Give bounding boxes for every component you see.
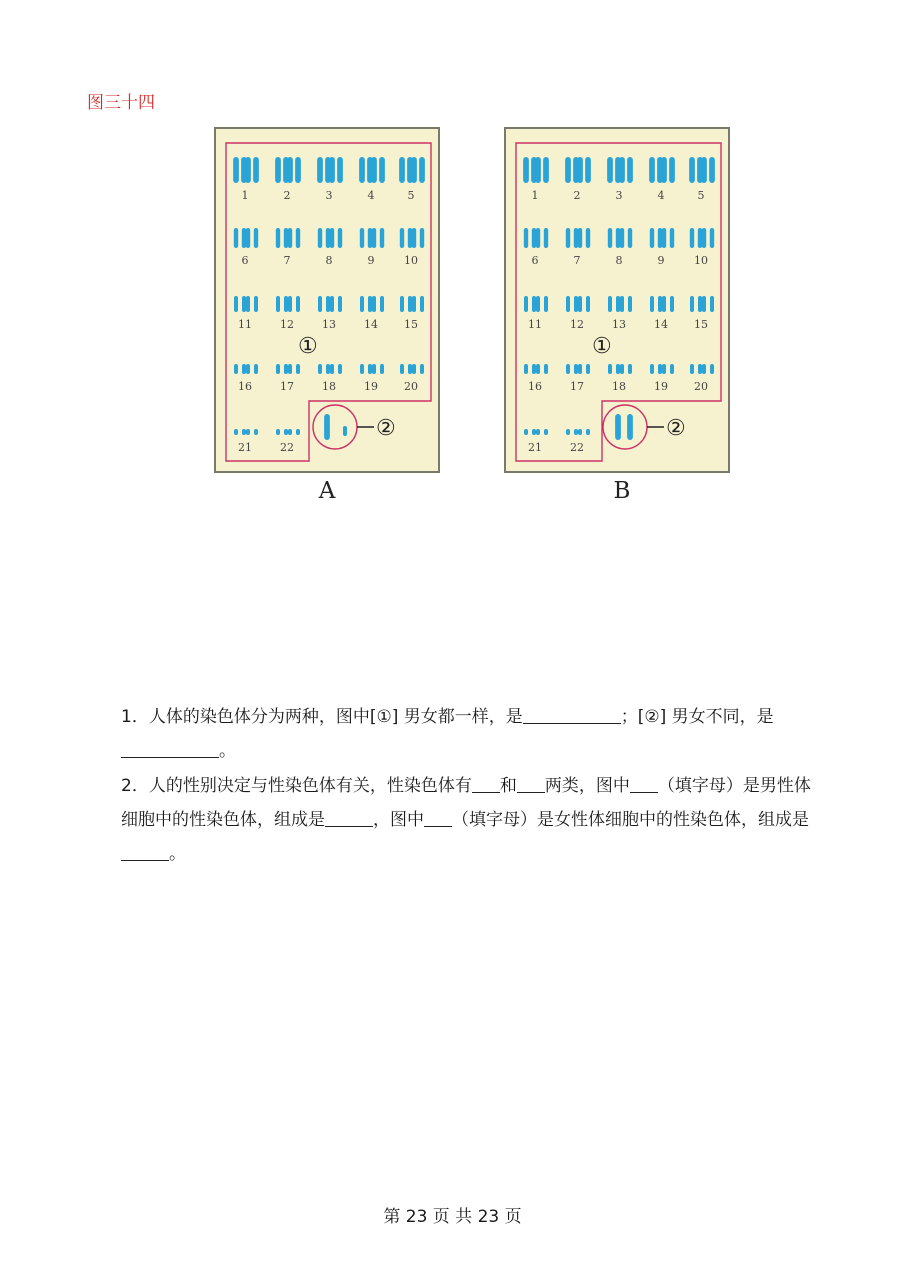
chromosome-number: 17 [570,380,584,393]
chromosome-number: 1 [241,189,249,202]
chromosome [242,429,246,435]
chromosome [368,228,372,248]
chromosome-number: 2 [573,189,581,202]
chromosome [710,296,714,312]
chromosome [566,364,570,374]
q1-text-c: 。 [219,741,236,761]
chromosome [709,157,715,183]
chromosome [246,429,250,435]
chromosome [661,157,667,183]
q2-blank-1[interactable] [472,774,500,793]
chromosome [326,364,330,374]
chromosome [620,296,624,312]
chromosome [523,157,529,183]
chromosome-number: 15 [404,318,418,331]
chromosome [574,429,578,435]
chromosome [324,414,330,440]
chromosome-number: 4 [657,189,665,202]
chromosome-number: 10 [404,254,418,267]
q2-text-3: 两类，图中 [544,776,630,796]
chromosome [702,296,706,312]
chromosome [690,228,694,248]
chromosome [532,364,536,374]
chromosome [532,228,536,248]
chromosome [608,228,612,248]
chromosome-number: 21 [528,441,542,454]
chromosome [574,296,578,312]
chromosome [535,157,541,183]
chromosome [420,296,424,312]
chromosome [616,296,620,312]
chromosome-number: 12 [570,318,584,331]
chromosome [628,364,632,374]
chromosome [628,296,632,312]
chromosome-number: 19 [364,380,378,393]
chromosome-number: 7 [573,254,581,267]
q2-blank-4[interactable] [325,808,373,827]
chromosome [368,296,372,312]
chromosome [662,364,666,374]
chromosome [607,157,613,183]
chromosome [608,364,612,374]
chromosome [616,228,620,248]
chromosome [690,296,694,312]
chromosome [670,296,674,312]
chromosome [524,228,528,248]
chromosome [276,228,280,248]
chromosome [276,296,280,312]
chromosome-number: 16 [238,380,252,393]
chromosome [619,157,625,183]
chromosome [275,157,281,183]
karyotype-a-diagram [216,129,438,471]
chromosome [670,228,674,248]
chromosome [532,429,536,435]
chromosome [420,364,424,374]
figure-label: 图三十四 [87,93,155,113]
chromosome-number: 11 [528,318,542,331]
chromosome [702,364,706,374]
chromosome [408,296,412,312]
chromosome [288,364,292,374]
chromosome [372,296,376,312]
chromosome [524,296,528,312]
chromosome [574,228,578,248]
chromosome [318,296,322,312]
sex-chromosome-circle [313,405,357,449]
chromosome-number: 5 [407,189,415,202]
chromosome [616,364,620,374]
chromosome-number: 18 [612,380,626,393]
chromosome [330,364,334,374]
chromosome [669,157,675,183]
chromosome-number: 9 [367,254,375,267]
chromosome [296,228,300,248]
q2-blank-6[interactable] [121,842,169,861]
chromosome [284,429,288,435]
chromosome [371,157,377,183]
chromosome [543,157,549,183]
chromosome [658,364,662,374]
chromosome-number: 16 [528,380,542,393]
chromosome [411,157,417,183]
chromosome [650,296,654,312]
region-1-label: ① [298,334,318,359]
chromosome [586,364,590,374]
chromosome-number: 21 [238,441,252,454]
chromosome [254,296,258,312]
chromosome [372,364,376,374]
chromosome [234,228,238,248]
q2-text-7: 。 [169,844,186,864]
chromosome [532,296,536,312]
chromosome-number: 14 [654,318,668,331]
chromosome [408,228,412,248]
chromosome [343,426,347,436]
chromosome-number: 15 [694,318,708,331]
chromosome-number: 4 [367,189,375,202]
q2-text-6: （填字母）是女性体细胞中的性染色体，组成是 [452,810,809,830]
page-footer: 第 23 页 共 23 页 [383,1207,522,1227]
chromosome-number: 8 [325,254,333,267]
chromosome [234,429,238,435]
chromosome [566,429,570,435]
chromosome [536,364,540,374]
chromosome [690,364,694,374]
chromosome [296,364,300,374]
caption-b: B [613,478,631,504]
chromosome [627,157,633,183]
q2-blank-5[interactable] [424,808,452,827]
chromosome-number: 9 [657,254,665,267]
chromosome-set [523,157,715,454]
chromosome [295,157,301,183]
chromosome [337,157,343,183]
chromosome-number: 2 [283,189,291,202]
chromosome [408,364,412,374]
chromosome [620,228,624,248]
caption-a: A [318,478,336,504]
chromosome [586,296,590,312]
chromosome [330,228,334,248]
chromosome [254,364,258,374]
q2-blank-3[interactable] [630,774,658,793]
chromosome [276,364,280,374]
chromosome [662,296,666,312]
q1-blank-2[interactable] [121,739,219,758]
chromosome [246,296,250,312]
chromosome [566,296,570,312]
chromosome [578,296,582,312]
chromosome [253,157,259,183]
chromosome [380,296,384,312]
sex-chromosome-circle [603,405,647,449]
q1-blank-1[interactable] [523,705,621,724]
region-2-label: ② [666,416,686,441]
chromosome [577,157,583,183]
chromosome [380,228,384,248]
chromosome [701,157,707,183]
region-2-label: ② [376,416,396,441]
chromosome [360,296,364,312]
chromosome [254,429,258,435]
chromosome [242,364,246,374]
chromosome-number: 14 [364,318,378,331]
chromosome-number: 7 [283,254,291,267]
chromosome [284,364,288,374]
q2-blank-2[interactable] [517,774,545,793]
chromosome-number: 20 [404,380,418,393]
q2-text-5: ，图中 [373,810,424,830]
chromosome [360,364,364,374]
chromosome [368,364,372,374]
chromosome [710,228,714,248]
chromosome [246,364,250,374]
chromosome [536,429,540,435]
chromosome [524,429,528,435]
chromosome [296,429,300,435]
chromosome-number: 8 [615,254,623,267]
chromosome [628,228,632,248]
chromosome [288,228,292,248]
chromosome [615,414,621,440]
chromosome [650,228,654,248]
chromosome [399,157,405,183]
chromosome [254,228,258,248]
chromosome-number: 11 [238,318,252,331]
chromosome [698,296,702,312]
karyotype-a [214,127,440,473]
chromosome-number: 6 [241,254,249,267]
question-2 [87,769,817,871]
chromosome [420,228,424,248]
chromosome [586,228,590,248]
chromosome-number: 3 [615,189,623,202]
chromosome [359,157,365,183]
chromosome [412,296,416,312]
chromosome [649,157,655,183]
chromosome [246,228,250,248]
chromosome [698,364,702,374]
chromosome [329,157,335,183]
chromosome [536,228,540,248]
chromosome-number: 3 [325,189,333,202]
chromosome [608,296,612,312]
question-1 [87,700,817,768]
chromosome [544,296,548,312]
chromosome-number: 13 [322,318,336,331]
chromosome-number: 5 [697,189,705,202]
chromosome [338,296,342,312]
chromosome-number: 20 [694,380,708,393]
chromosome-number: 13 [612,318,626,331]
chromosome-number: 10 [694,254,708,267]
chromosome [284,228,288,248]
karyotype-b-diagram [506,129,728,471]
chromosome [524,364,528,374]
chromosome [544,364,548,374]
chromosome [233,157,239,183]
chromosome [245,157,251,183]
chromosome [419,157,425,183]
chromosome-number: 1 [531,189,539,202]
chromosome [284,296,288,312]
chromosome [670,364,674,374]
chromosome [585,157,591,183]
chromosome [234,296,238,312]
q1-text-b: ；[②] 男女不同，是 [620,707,774,727]
q1-text-a: 1．人体的染色体分为两种，图中[①] 男女都一样，是 [121,707,523,727]
karyotype-b [504,127,730,473]
chromosome [586,429,590,435]
chromosome [662,228,666,248]
chromosome-number: 18 [322,380,336,393]
q2-text-2: 和 [499,776,517,796]
chromosome [372,228,376,248]
chromosome [338,228,342,248]
chromosome [698,228,702,248]
chromosome [566,228,570,248]
chromosome [578,429,582,435]
q2-text-4: （填字母）是男性体细胞中的性染色体，组成是 [121,776,811,830]
chromosome-number: 17 [280,380,294,393]
chromosome [412,364,416,374]
region-1-label: ① [592,334,612,359]
chromosome-number: 12 [280,318,294,331]
chromosome [565,157,571,183]
chromosome-number: 22 [280,441,294,454]
chromosome-set [233,157,425,454]
chromosome [412,228,416,248]
q2-text-1: 2．人的性别决定与性染色体有关，性染色体有 [121,776,472,796]
chromosome [288,296,292,312]
chromosome [318,364,322,374]
chromosome [544,228,548,248]
chromosome [317,157,323,183]
chromosome [536,296,540,312]
chromosome [400,228,404,248]
chromosome [650,364,654,374]
chromosome [702,228,706,248]
chromosome [400,364,404,374]
chromosome [242,296,246,312]
chromosome [330,296,334,312]
chromosome [326,296,330,312]
chromosome [574,364,578,374]
chromosome [710,364,714,374]
chromosome [578,364,582,374]
chromosome [627,414,633,440]
chromosome [234,364,238,374]
chromosome [326,228,330,248]
chromosome [689,157,695,183]
chromosome [360,228,364,248]
chromosome [379,157,385,183]
chromosome [400,296,404,312]
chromosome [658,228,662,248]
chromosome [296,296,300,312]
chromosome [338,364,342,374]
chromosome [242,228,246,248]
chromosome [578,228,582,248]
chromosome [544,429,548,435]
chromosome [288,429,292,435]
chromosome [658,296,662,312]
chromosome-number: 22 [570,441,584,454]
chromosome-number: 19 [654,380,668,393]
chromosome [620,364,624,374]
chromosome [287,157,293,183]
chromosome-number: 6 [531,254,539,267]
chromosome [276,429,280,435]
chromosome [380,364,384,374]
chromosome [318,228,322,248]
